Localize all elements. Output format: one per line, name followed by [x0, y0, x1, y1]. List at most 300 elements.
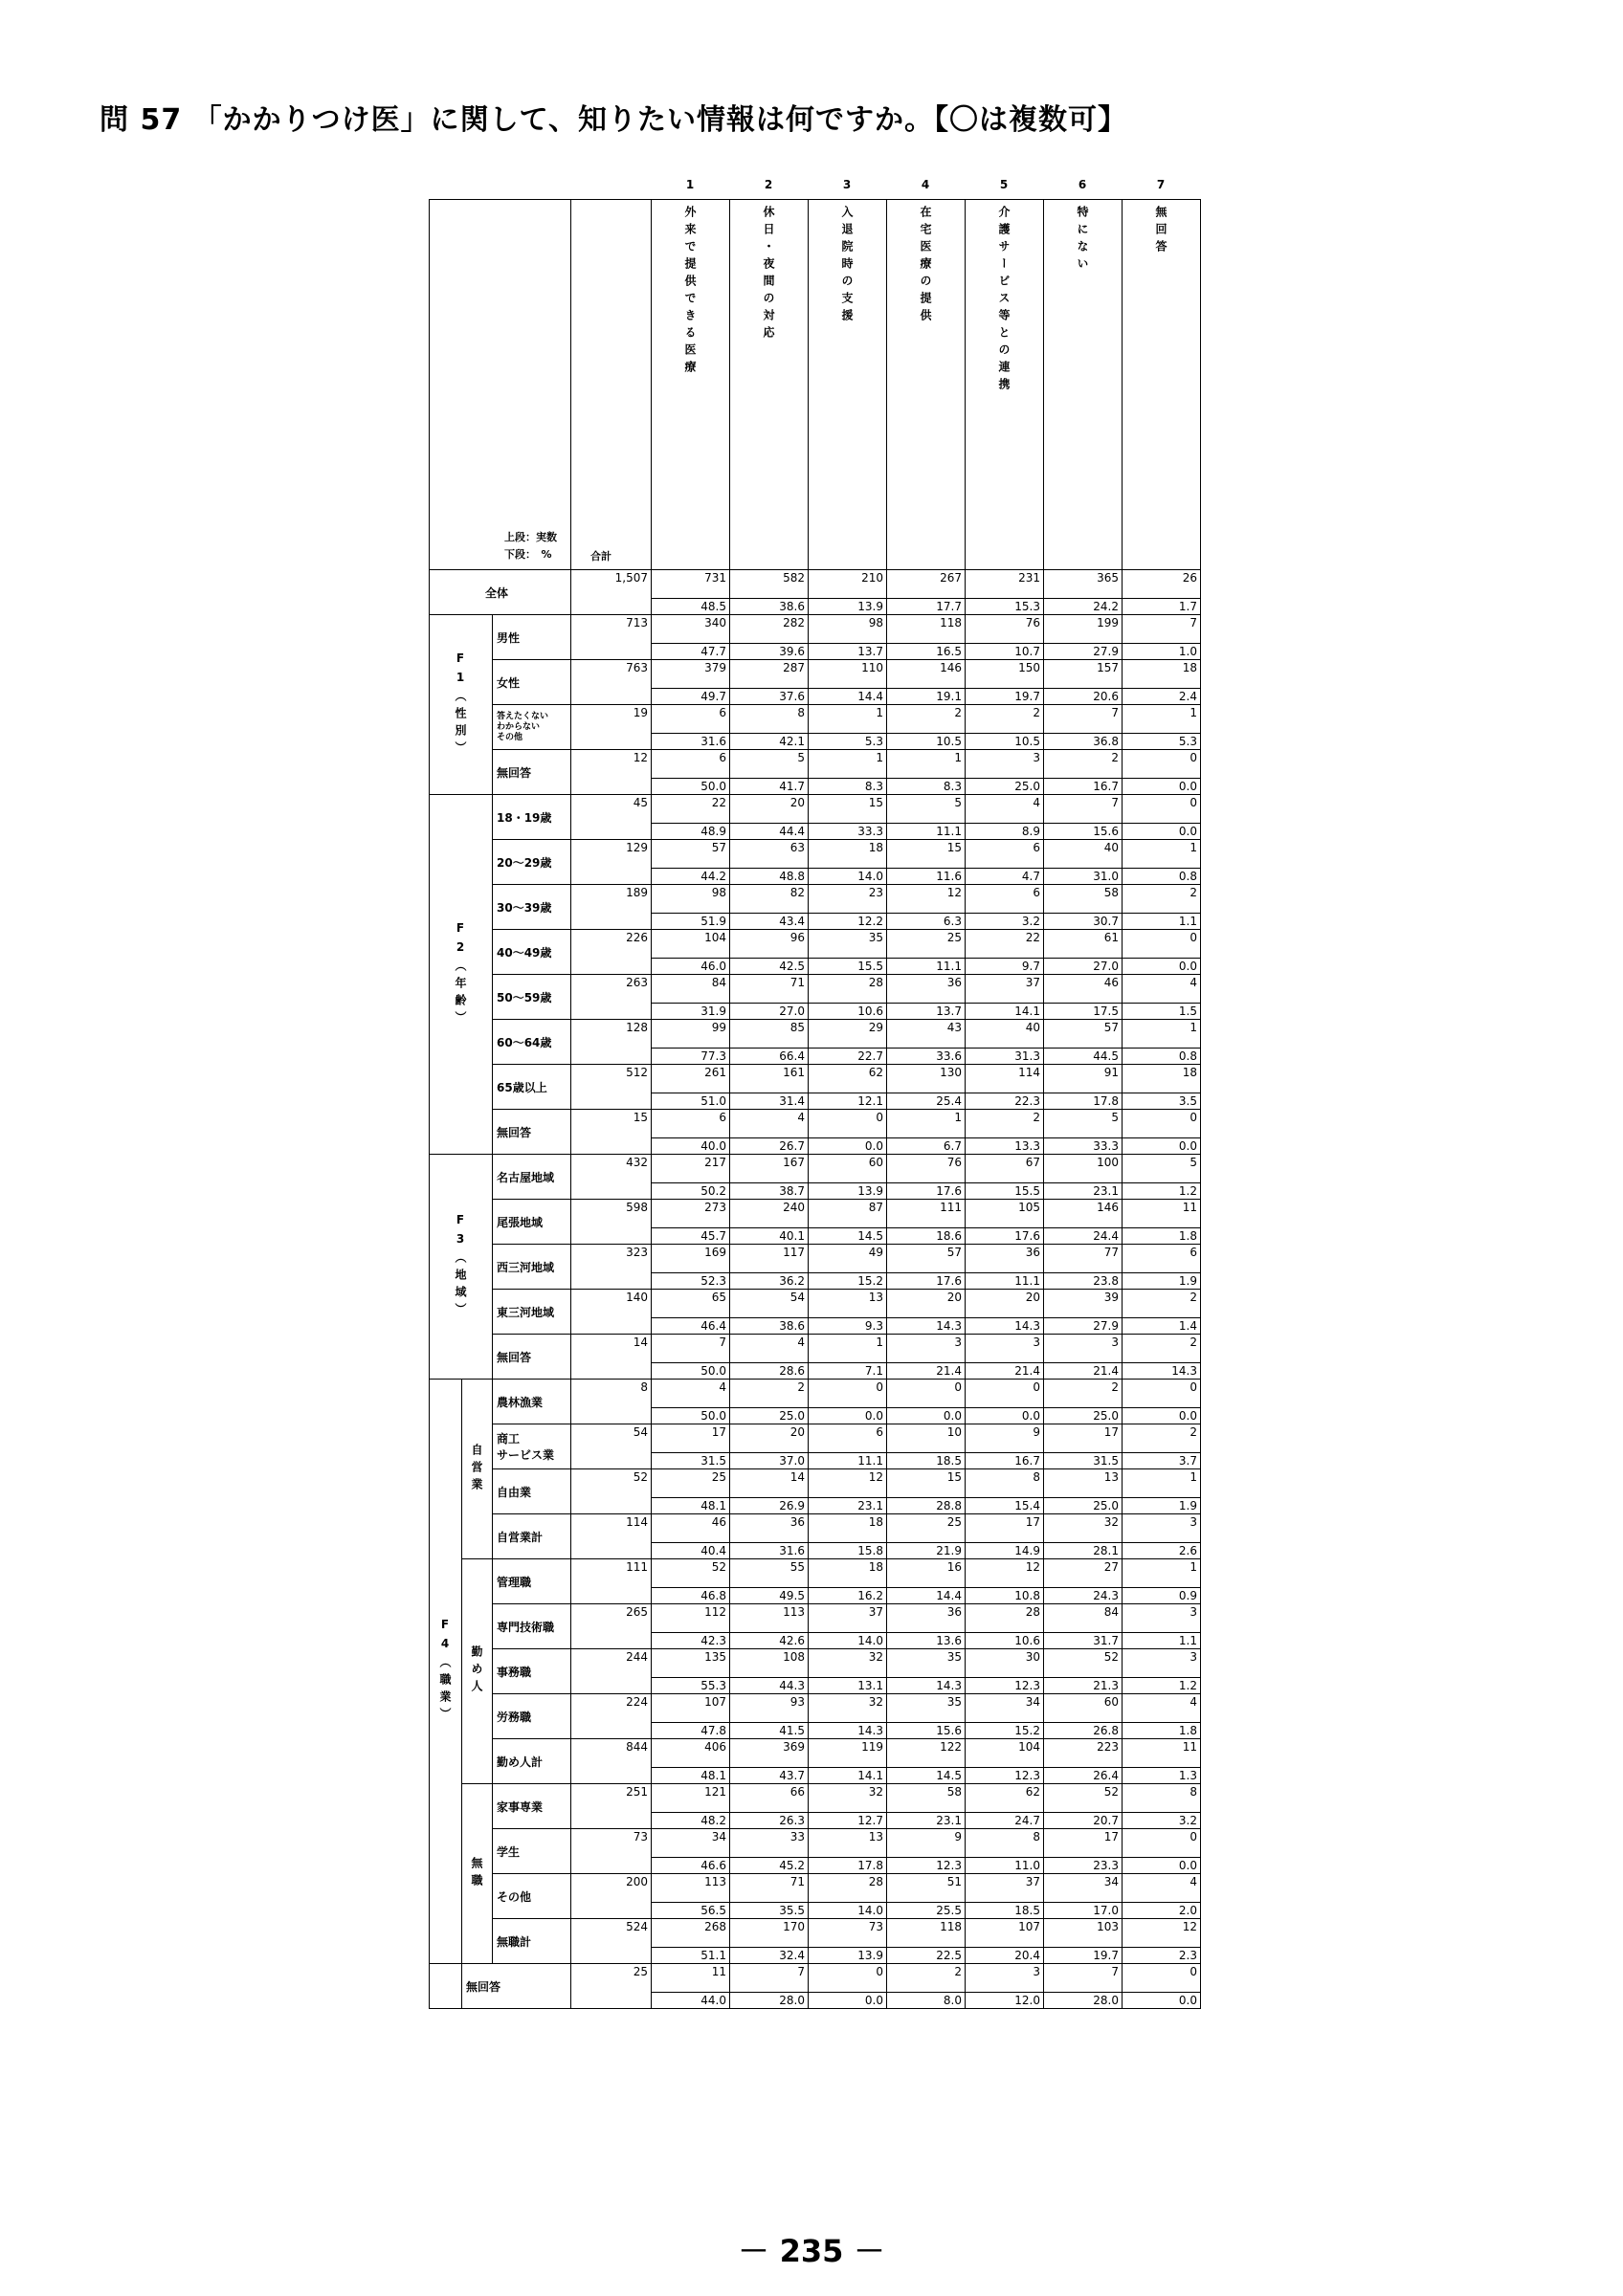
count-value: 2 [1189, 1336, 1197, 1349]
percent-value: 15.2 [809, 1272, 886, 1289]
total-cell [571, 1110, 652, 1155]
data-cell-box [887, 705, 965, 749]
data-cell [966, 750, 1044, 795]
count-value: 25 [946, 1515, 962, 1529]
total-cell [571, 1829, 652, 1874]
data-cell [887, 705, 966, 750]
total-row-label: 全体 [430, 570, 571, 615]
data-cell [1044, 660, 1123, 705]
data-cell-box [1044, 1919, 1122, 1963]
count-value: 37 [868, 1605, 883, 1619]
count-value: 1 [876, 1336, 883, 1349]
row-label: 無回答 [493, 750, 571, 795]
data-cell-box [652, 930, 729, 974]
data-cell-box [730, 1694, 808, 1738]
data-cell-box [809, 750, 886, 794]
count-value: 65 [711, 1291, 726, 1304]
row-label: 女性 [493, 660, 571, 705]
data-cell-box [1044, 1514, 1122, 1558]
data-cell-box [887, 840, 965, 884]
data-cell-box [1123, 930, 1200, 974]
data-cell [887, 795, 966, 840]
count-value: 57 [946, 1246, 962, 1259]
percent-value: 2.6 [1123, 1542, 1200, 1558]
percent-value: 25.5 [887, 1902, 965, 1918]
data-cell-box [809, 1784, 886, 1828]
row-label: 農林漁業 [493, 1380, 571, 1424]
count-value: 67 [1025, 1156, 1040, 1169]
data-cell-box [887, 975, 965, 1019]
percent-value: 12.1 [809, 1093, 886, 1109]
percent-value: 35.5 [730, 1902, 808, 1918]
count-value: 12 [1182, 1920, 1197, 1933]
total-cell [571, 660, 652, 705]
data-cell-box [809, 1739, 886, 1783]
count-value: 12 [946, 886, 962, 899]
data-cell [730, 660, 809, 705]
total-value: 45 [633, 796, 648, 809]
count-value: 3 [1189, 1650, 1197, 1664]
percent-value: 42.5 [730, 958, 808, 974]
data-cell-box [809, 1559, 886, 1603]
data-cell [1123, 840, 1201, 885]
count-value: 39 [1103, 1291, 1119, 1304]
data-cell [887, 1469, 966, 1514]
percent-value: 15.6 [1044, 823, 1122, 839]
percent-value: 1.2 [1123, 1182, 1200, 1199]
percent-value: 28.1 [1044, 1542, 1122, 1558]
table-row [430, 1200, 1201, 1245]
column-header-text: 特にない [1076, 206, 1089, 275]
percent-value: 8.3 [809, 778, 886, 794]
data-cell [1123, 975, 1201, 1020]
data-cell-box [887, 1380, 965, 1424]
data-cell-box [966, 1020, 1043, 1064]
count-value: 71 [789, 976, 805, 989]
count-value: 0 [1189, 1380, 1197, 1394]
data-cell-box [966, 1424, 1043, 1468]
total-cell [571, 840, 652, 885]
data-cell-box [1123, 1020, 1200, 1064]
data-cell [887, 1200, 966, 1245]
data-cell [966, 1694, 1044, 1739]
percent-value: 48.5 [652, 598, 729, 614]
data-cell-box [652, 1380, 729, 1424]
count-value: 0 [1189, 1965, 1197, 1978]
data-cell-box [887, 660, 965, 704]
data-cell [887, 1919, 966, 1964]
count-value: 30 [1025, 1650, 1040, 1664]
percent-value: 36.8 [1044, 733, 1122, 749]
data-cell [652, 1469, 730, 1514]
count-value: 369 [783, 1740, 805, 1754]
data-cell [809, 1290, 887, 1335]
percent-value: 13.1 [809, 1677, 886, 1693]
data-cell-box [809, 1290, 886, 1334]
count-value: 6 [876, 1425, 883, 1439]
count-value: 32 [868, 1785, 883, 1799]
legend-bottom: 下段： % [504, 548, 552, 561]
percent-value: 8.3 [887, 778, 965, 794]
data-cell-box [652, 1424, 729, 1468]
count-value: 29 [868, 1021, 883, 1034]
percent-value: 37.6 [730, 688, 808, 704]
data-cell-box [1123, 1110, 1200, 1154]
total-value: 251 [626, 1785, 648, 1799]
percent-value: 1.8 [1123, 1227, 1200, 1244]
total-value: 263 [626, 976, 648, 989]
percent-value: 12.2 [809, 913, 886, 929]
row-label: 自由業 [493, 1469, 571, 1514]
data-cell-box [730, 885, 808, 929]
total-value: 512 [626, 1066, 648, 1079]
count-value: 27 [1103, 1560, 1119, 1574]
data-cell-box [966, 1649, 1043, 1693]
count-value: 406 [704, 1740, 726, 1754]
count-value: 7 [1111, 796, 1119, 809]
data-cell-box [1044, 1065, 1122, 1109]
percent-value: 51.1 [652, 1947, 729, 1963]
data-cell-box [1044, 840, 1122, 884]
data-cell [887, 1424, 966, 1469]
percent-value: 0.0 [809, 1992, 886, 2008]
percent-value: 21.4 [1044, 1362, 1122, 1379]
column-header-text: 無回答 [1154, 206, 1167, 257]
percent-value: 30.7 [1044, 913, 1122, 929]
percent-value: 1.1 [1123, 1632, 1200, 1648]
data-cell [1044, 1649, 1123, 1694]
count-value: 7 [1111, 1965, 1119, 1978]
total-cell [571, 570, 652, 615]
data-cell [1044, 705, 1123, 750]
data-cell [809, 660, 887, 705]
data-cell [966, 1559, 1044, 1604]
count-value: 0 [1189, 931, 1197, 944]
percent-value: 0.0 [1123, 823, 1200, 839]
row-label-line: わからない [497, 721, 541, 732]
percent-value: 12.3 [887, 1857, 965, 1873]
percent-value: 51.0 [652, 1093, 729, 1109]
data-cell [887, 660, 966, 705]
data-cell-box [809, 1155, 886, 1199]
data-cell-box [1123, 1424, 1200, 1468]
percent-value: 31.4 [730, 1093, 808, 1109]
count-value: 217 [704, 1156, 726, 1169]
data-cell [1044, 1200, 1123, 1245]
count-value: 66 [789, 1785, 805, 1799]
total-cell [571, 795, 652, 840]
data-cell-box [1044, 1559, 1122, 1603]
percent-value: 15.3 [966, 598, 1043, 614]
data-cell-box [730, 1559, 808, 1603]
total-cell [571, 750, 652, 795]
percent-value: 17.6 [887, 1182, 965, 1199]
row-label: 無回答 [462, 1964, 571, 2009]
data-cell-box [809, 705, 886, 749]
total-value: 224 [626, 1695, 648, 1709]
data-cell [966, 1110, 1044, 1155]
data-cell-box [887, 1514, 965, 1558]
count-value: 36 [946, 1605, 962, 1619]
legend [504, 529, 557, 563]
count-value: 57 [1103, 1021, 1119, 1034]
data-cell [652, 1874, 730, 1919]
data-cell [1044, 1919, 1123, 1964]
data-cell [652, 840, 730, 885]
table-row [430, 1110, 1201, 1155]
data-cell [887, 750, 966, 795]
data-cell [809, 795, 887, 840]
data-cell [1123, 660, 1201, 705]
data-cell-box [966, 1290, 1043, 1334]
percent-value: 42.6 [730, 1632, 808, 1648]
data-cell [652, 1065, 730, 1110]
data-cell-box [1123, 1784, 1200, 1828]
percent-value: 26.9 [730, 1497, 808, 1513]
percent-value: 20.7 [1044, 1812, 1122, 1828]
percent-value: 27.0 [730, 1003, 808, 1019]
data-cell [1123, 750, 1201, 795]
table-row [430, 1245, 1201, 1290]
page-title: 問 57 「かかりつけ医」に関して、知りたい情報は何ですか。【〇は複数可】 [100, 103, 1128, 137]
data-cell [966, 705, 1044, 750]
percent-value: 6.3 [887, 913, 965, 929]
data-cell-box [1044, 1829, 1122, 1873]
count-value: 51 [946, 1875, 962, 1888]
data-cell [730, 570, 809, 615]
data-cell-box [1044, 705, 1122, 749]
percent-value: 14.0 [809, 868, 886, 884]
data-cell [730, 1065, 809, 1110]
data-cell [1123, 1604, 1201, 1649]
percent-value: 19.1 [887, 688, 965, 704]
count-value: 11 [1182, 1740, 1197, 1754]
row-label: 無回答 [493, 1335, 571, 1380]
percent-value: 15.2 [966, 1722, 1043, 1738]
count-value: 18 [1182, 661, 1197, 674]
count-value: 170 [783, 1920, 805, 1933]
data-cell [730, 750, 809, 795]
data-cell-box [1123, 1245, 1200, 1289]
percent-value: 23.1 [887, 1812, 965, 1828]
data-cell-box [966, 795, 1043, 839]
percent-value: 28.0 [1044, 1992, 1122, 2008]
data-cell-box [887, 1694, 965, 1738]
table-row [430, 1874, 1201, 1919]
percent-value: 36.2 [730, 1272, 808, 1289]
percent-value: 21.9 [887, 1542, 965, 1558]
data-cell-box [809, 1919, 886, 1963]
percent-value: 2.4 [1123, 688, 1200, 704]
percent-value: 43.4 [730, 913, 808, 929]
count-value: 4 [797, 1336, 805, 1349]
data-cell-box [887, 1245, 965, 1289]
data-cell [809, 1110, 887, 1155]
count-value: 2 [1189, 1291, 1197, 1304]
data-cell-box [887, 1964, 965, 2008]
data-cell-box [1044, 1739, 1122, 1783]
data-cell-box [887, 1200, 965, 1244]
table-row [430, 1829, 1201, 1874]
data-cell-box [1044, 1245, 1122, 1289]
data-cell-box [730, 1245, 808, 1289]
count-value: 118 [940, 1920, 962, 1933]
data-cell-box [966, 1065, 1043, 1109]
data-cell-box [730, 1829, 808, 1873]
total-row [430, 570, 1201, 615]
percent-value: 10.5 [966, 733, 1043, 749]
data-cell [1044, 1020, 1123, 1065]
data-cell [1044, 840, 1123, 885]
count-value: 6 [719, 1111, 726, 1124]
count-value: 0 [1189, 796, 1197, 809]
data-cell-box [1123, 1290, 1200, 1334]
data-cell [1044, 1380, 1123, 1424]
data-cell [809, 1469, 887, 1514]
percent-value: 3.7 [1123, 1452, 1200, 1468]
data-cell-box [730, 570, 808, 614]
data-cell [966, 1380, 1044, 1424]
data-cell [1123, 1155, 1201, 1200]
row-label: 男性 [493, 615, 571, 660]
count-value: 15 [946, 1470, 962, 1484]
total-cell [571, 1604, 652, 1649]
data-cell [887, 1020, 966, 1065]
count-value: 3 [1189, 1515, 1197, 1529]
data-cell-box [730, 1784, 808, 1828]
data-cell-box [1044, 885, 1122, 929]
count-value: 1 [1189, 706, 1197, 719]
percent-value: 38.6 [730, 1317, 808, 1334]
count-value: 6 [719, 706, 726, 719]
data-cell [887, 1155, 966, 1200]
count-value: 32 [868, 1695, 883, 1709]
data-cell [652, 570, 730, 615]
count-value: 58 [946, 1785, 962, 1799]
count-value: 46 [711, 1515, 726, 1529]
table-row [430, 885, 1201, 930]
data-cell [1123, 1649, 1201, 1694]
table-row [430, 930, 1201, 975]
data-cell-box [1044, 1469, 1122, 1513]
data-cell-box [887, 615, 965, 659]
total-value: 140 [626, 1291, 648, 1304]
total-cell [571, 1649, 652, 1694]
count-value: 99 [711, 1021, 726, 1034]
data-cell-box [1044, 1380, 1122, 1424]
table-row [430, 1335, 1201, 1380]
row-label: 事務職 [493, 1649, 571, 1694]
data-cell-box [966, 1559, 1043, 1603]
total-cell [571, 1874, 652, 1919]
row-label: 労務職 [493, 1694, 571, 1739]
data-cell-box [1123, 1649, 1200, 1693]
count-value: 111 [940, 1201, 962, 1214]
count-value: 96 [789, 931, 805, 944]
data-cell [652, 1110, 730, 1155]
data-cell [652, 1964, 730, 2009]
total-cell [571, 1559, 652, 1604]
data-cell-box [809, 1110, 886, 1154]
results-table-wrapper [429, 178, 1201, 2009]
percent-value: 47.8 [652, 1722, 729, 1738]
data-cell-box [652, 1919, 729, 1963]
count-value: 135 [704, 1650, 726, 1664]
data-cell-box [652, 1065, 729, 1109]
count-value: 1 [954, 1111, 962, 1124]
data-cell-box [1044, 660, 1122, 704]
total-cell [571, 1020, 652, 1065]
data-cell [652, 1424, 730, 1469]
data-cell-box [887, 570, 965, 614]
count-value: 167 [783, 1156, 805, 1169]
column-header [809, 200, 887, 570]
percent-value: 27.9 [1044, 1317, 1122, 1334]
data-cell-box [652, 1469, 729, 1513]
table-row [430, 750, 1201, 795]
percent-value: 15.6 [887, 1722, 965, 1738]
count-value: 82 [789, 886, 805, 899]
data-cell [1123, 1290, 1201, 1335]
percent-value: 22.3 [966, 1093, 1043, 1109]
count-value: 32 [868, 1650, 883, 1664]
count-value: 2 [954, 706, 962, 719]
count-value: 43 [946, 1021, 962, 1034]
percent-value: 1.7 [1123, 598, 1200, 614]
percent-value: 17.6 [966, 1227, 1043, 1244]
data-cell-box [1044, 1290, 1122, 1334]
percent-value: 47.7 [652, 643, 729, 659]
data-cell [652, 1559, 730, 1604]
data-cell [809, 1335, 887, 1380]
count-value: 62 [868, 1066, 883, 1079]
count-value: 112 [704, 1605, 726, 1619]
percent-value: 16.2 [809, 1587, 886, 1603]
count-value: 2 [1033, 706, 1040, 719]
percent-value: 13.7 [809, 643, 886, 659]
data-cell [1123, 1335, 1201, 1380]
data-cell [887, 1784, 966, 1829]
count-value: 60 [868, 1156, 883, 1169]
total-cell [571, 1964, 652, 2009]
percent-value: 0.0 [809, 1137, 886, 1154]
data-cell [1123, 1469, 1201, 1514]
total-cell [571, 1469, 652, 1514]
percent-value: 48.8 [730, 868, 808, 884]
data-cell-box [1044, 570, 1122, 614]
data-cell-box [1123, 1829, 1200, 1873]
percent-value: 9.3 [809, 1317, 886, 1334]
count-value: 7 [1189, 616, 1197, 629]
percent-value: 14.5 [809, 1227, 886, 1244]
data-cell [809, 705, 887, 750]
count-value: 25 [946, 931, 962, 944]
data-cell [652, 1245, 730, 1290]
data-cell-box [1123, 975, 1200, 1019]
count-value: 87 [868, 1201, 883, 1214]
row-label: 名古屋地域 [493, 1155, 571, 1200]
percent-value: 0.0 [887, 1407, 965, 1424]
percent-value: 23.1 [809, 1497, 886, 1513]
count-value: 13 [868, 1830, 883, 1843]
percent-value: 13.6 [887, 1632, 965, 1648]
data-cell [1123, 570, 1201, 615]
data-cell [966, 1424, 1044, 1469]
data-cell [730, 1874, 809, 1919]
data-cell-box [966, 975, 1043, 1019]
data-cell-box [887, 1604, 965, 1648]
percent-value: 31.5 [1044, 1452, 1122, 1468]
